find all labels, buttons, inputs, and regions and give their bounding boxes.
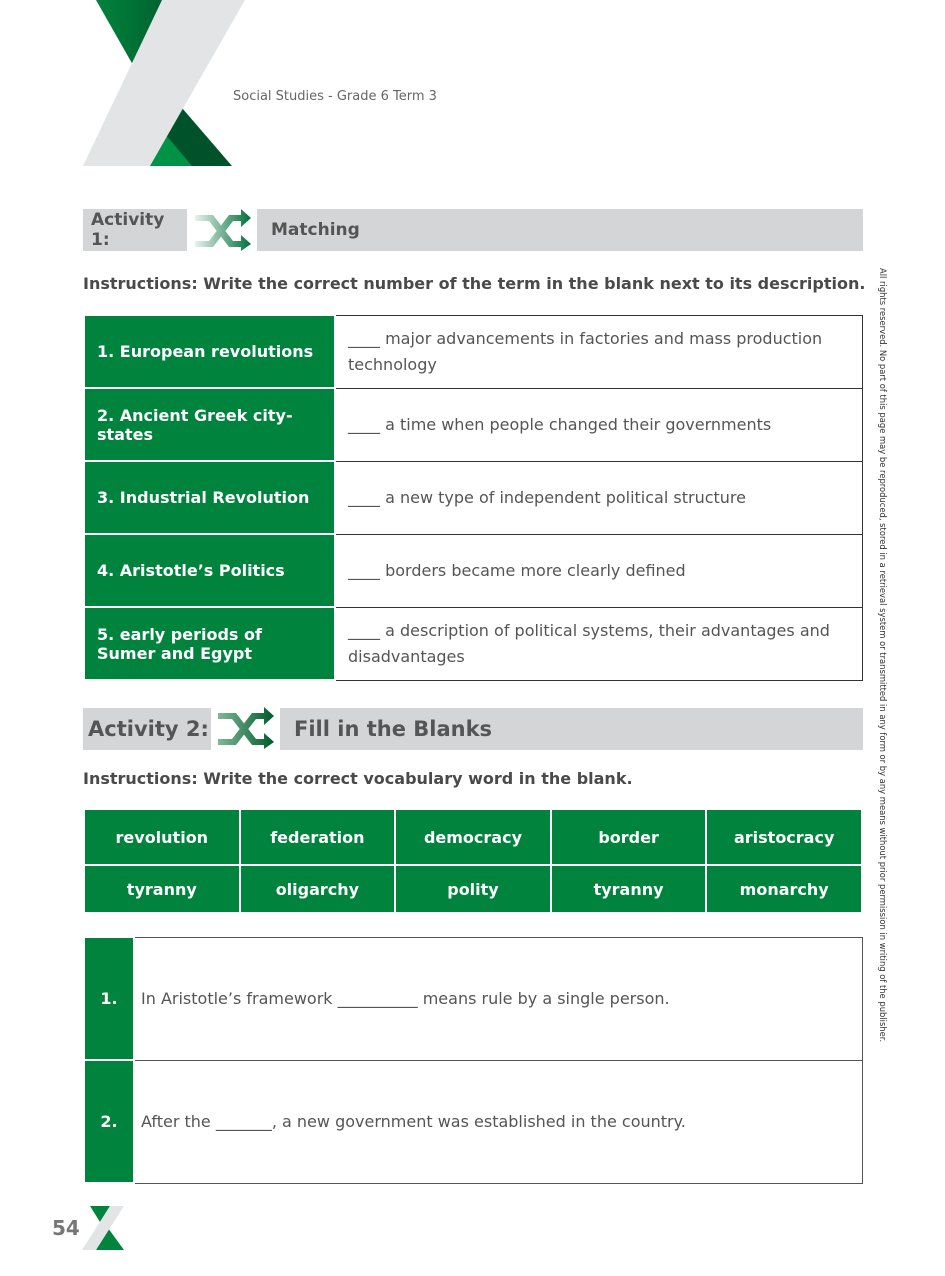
word: aristocracy (706, 809, 862, 865)
table-row (85, 607, 863, 680)
word: polity (395, 865, 551, 913)
word-bank (83, 808, 863, 914)
term: 5. early periods of Sumer and Egypt (85, 607, 335, 680)
term: 4. Aristotle’s Politics (85, 534, 335, 607)
activity2-title: Fill in the Blanks (280, 708, 863, 750)
activity2-label: Activity 2: (83, 708, 211, 750)
header-logo (80, 0, 250, 170)
description: ____ a time when people changed their governments (335, 388, 863, 461)
fill-in-table (85, 936, 863, 1184)
word-bank-row (84, 865, 862, 913)
question-text: After the _______, a new government was established in the country. (134, 1060, 863, 1183)
table-row (85, 388, 863, 461)
term: 1. European revolutions (85, 315, 335, 388)
header-subtitle: Social Studies - Grade 6 Term 3 (233, 89, 437, 104)
description: ____ a description of political systems, their advantages and disadvantages (335, 607, 863, 680)
question-row (85, 1060, 863, 1183)
question-row (85, 937, 863, 1060)
word: federation (240, 809, 396, 865)
description: ____ a new type of independent political structure (335, 461, 863, 534)
question-number: 1. (85, 937, 134, 1060)
question-text: In Aristotle’s framework __________ means rule by a single person. (134, 937, 863, 1060)
matching-table (85, 314, 863, 681)
word: democracy (395, 809, 551, 865)
table-row (85, 315, 863, 388)
activity1-instructions: Instructions: Write the correct number of the term in the blank next to its description. (83, 274, 866, 293)
activity1-title: Matching (257, 209, 863, 251)
shuffle-arrows-icon (193, 207, 253, 251)
activity1-label: Activity 1: (83, 209, 187, 251)
word: border (551, 809, 707, 865)
word: revolution (84, 809, 240, 865)
footer-logo (82, 1206, 126, 1252)
term: 2. Ancient Greek city-states (85, 388, 335, 461)
description: ____ borders became more clearly defined (335, 534, 863, 607)
word: monarchy (706, 865, 862, 913)
word: tyranny (84, 865, 240, 913)
description: ____ major advancements in factories and mass production technology (335, 315, 863, 388)
table-row (85, 534, 863, 607)
word-bank-row (84, 809, 862, 865)
term: 3. Industrial Revolution (85, 461, 335, 534)
page-number: 54 (52, 1216, 80, 1240)
activity2-instructions: Instructions: Write the correct vocabulary word in the blank. (83, 769, 633, 788)
word: oligarchy (240, 865, 396, 913)
shuffle-arrows-icon (216, 705, 276, 749)
copyright-notice: All rights reserved. No part of this page may be reproduced, stored in a retrieval system or transmitted in any form or by any means without prior permission in writing of the publisher. (878, 268, 888, 1043)
word: tyranny (551, 865, 707, 913)
table-row (85, 461, 863, 534)
question-number: 2. (85, 1060, 134, 1183)
